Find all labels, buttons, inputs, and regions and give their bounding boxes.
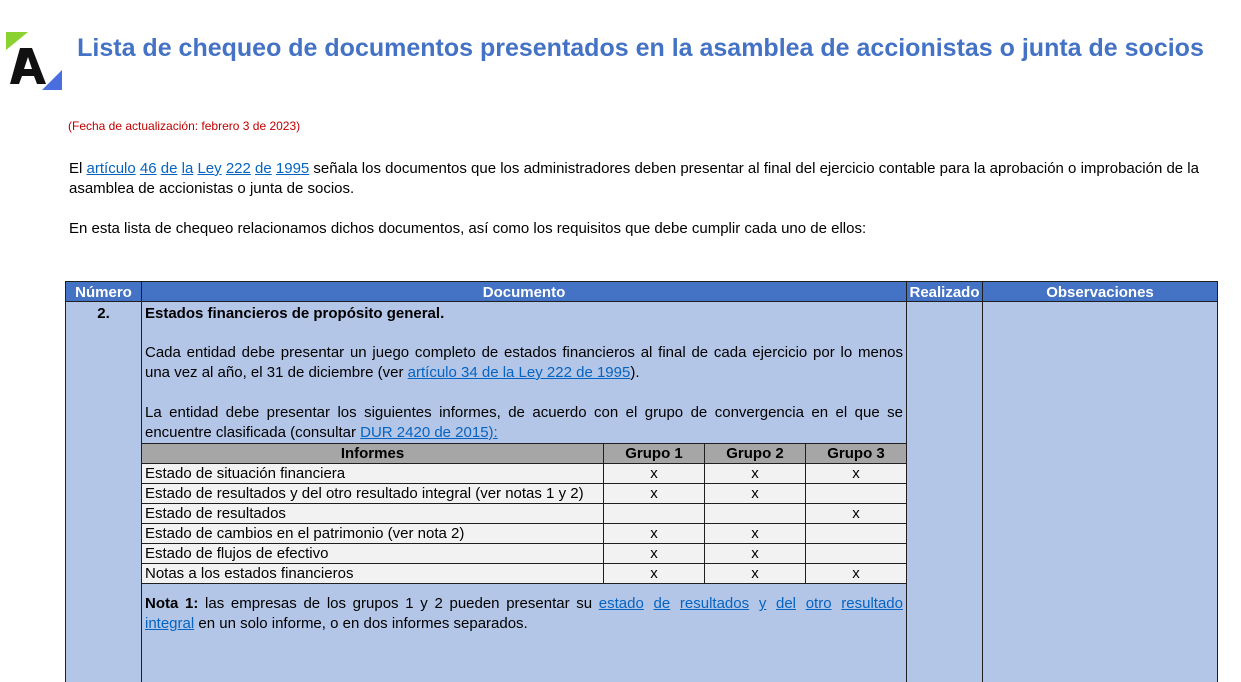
- link-articulo-34[interactable]: artículo 34 de la Ley 222 de 1995: [407, 364, 631, 381]
- header-observaciones: Observaciones: [983, 281, 1218, 302]
- intro-text-end: señala los documentos que los administradores deben presentar al final del ejercicio contable para la aprobación o improbación de la asamblea de accionistas o junta de socios.: [69, 160, 1199, 197]
- grupo-mark: [806, 484, 907, 504]
- link-estado-resultados-6[interactable]: resultado: [841, 595, 903, 612]
- document-para-1: [142, 343, 906, 383]
- para1-end: ).: [630, 364, 640, 381]
- grupo-mark: x: [705, 524, 806, 544]
- link-la[interactable]: la: [181, 160, 194, 177]
- header-numero: Número: [65, 281, 142, 302]
- informe-name: Estado de flujos de efectivo: [142, 544, 604, 564]
- intro-paragraph-2: En esta lista de chequeo relacionamos dichos documentos, así como los requisitos que debe cumplir cada uno de ellos:: [69, 220, 867, 237]
- informes-row: [142, 564, 907, 584]
- table-row: [65, 302, 1218, 682]
- note-1-label: Nota 1:: [145, 595, 199, 612]
- informes-row: [142, 504, 907, 524]
- note-1-end: en un solo informe, o en dos informes separados.: [194, 615, 528, 632]
- link-dur-2420[interactable]: DUR 2420 de 2015):: [360, 424, 498, 441]
- table-header: [65, 281, 1218, 302]
- informe-name: Notas a los estados financieros: [142, 564, 604, 584]
- grupo-mark: x: [705, 564, 806, 584]
- update-date: (Fecha de actualización: febrero 3 de 2023): [68, 119, 301, 133]
- grupo-mark: [806, 544, 907, 564]
- document-para-2: [142, 403, 906, 443]
- grupo-mark: x: [604, 564, 705, 584]
- logo-icon: [6, 32, 62, 92]
- note-1: [142, 584, 906, 634]
- grupo-mark: x: [806, 564, 907, 584]
- intro-paragraph: [69, 159, 1219, 199]
- informes-table: [141, 443, 907, 584]
- link-de-2[interactable]: de: [255, 160, 272, 177]
- grupo-mark: x: [806, 464, 907, 484]
- link-46[interactable]: 46: [139, 160, 157, 177]
- document-cell: [142, 302, 907, 682]
- grupo-mark: x: [705, 544, 806, 564]
- grupo-2-header: Grupo 2: [705, 444, 806, 464]
- informe-name: Estado de resultados: [142, 504, 604, 524]
- link-estado-resultados-4[interactable]: del: [776, 595, 797, 612]
- grupo-mark: [806, 524, 907, 544]
- link-estado-resultados-1[interactable]: de: [653, 595, 671, 612]
- header-documento: Documento: [142, 281, 907, 302]
- grupo-mark: x: [604, 484, 705, 504]
- informe-name: Estado de resultados y del otro resultado integral (ver notas 1 y 2): [142, 484, 604, 504]
- informe-name: Estado de situación financiera: [142, 464, 604, 484]
- link-estado-resultados-5[interactable]: otro: [805, 595, 832, 612]
- link-de[interactable]: de: [160, 160, 178, 177]
- link-1995[interactable]: 1995: [275, 160, 310, 177]
- para1-text: Cada entidad debe presentar un juego completo de estados financieros al final de cada ejercicio por lo menos una vez al año, el 31 de diciembre (ver: [145, 344, 903, 381]
- grupo-3-header: Grupo 3: [806, 444, 907, 464]
- link-estado-resultados-3[interactable]: y: [758, 595, 767, 612]
- link-articulo[interactable]: artículo: [86, 160, 136, 177]
- document-heading: Estados financieros de propósito general.: [145, 305, 445, 322]
- link-ley[interactable]: Ley: [197, 160, 222, 177]
- grupo-mark: x: [604, 464, 705, 484]
- link-estado-resultados-2[interactable]: resultados: [679, 595, 750, 612]
- grupo-1-header: Grupo 1: [604, 444, 705, 464]
- grupo-mark: x: [705, 484, 806, 504]
- link-estado-resultados-7[interactable]: integral: [145, 615, 195, 632]
- grupo-mark: [604, 504, 705, 524]
- row-number: 2.: [65, 302, 142, 682]
- informe-name: Estado de cambios en el patrimonio (ver nota 2): [142, 524, 604, 544]
- grupo-mark: [705, 504, 806, 524]
- informes-row: [142, 544, 907, 564]
- link-estado-resultados-0[interactable]: estado: [598, 595, 644, 612]
- grupo-mark: x: [705, 464, 806, 484]
- grupo-mark: x: [604, 544, 705, 564]
- grupo-mark: x: [604, 524, 705, 544]
- link-222[interactable]: 222: [225, 160, 251, 177]
- page-title: Lista de chequeo de documentos presentados en la asamblea de accionistas o junta de socios: [77, 34, 1204, 62]
- note-1-text: las empresas de los grupos 1 y 2 pueden presentar su: [198, 595, 599, 612]
- header-realizado: Realizado: [907, 281, 983, 302]
- informes-row: [142, 464, 907, 484]
- observaciones-cell[interactable]: [983, 302, 1218, 682]
- informes-body: [142, 464, 907, 584]
- realizado-cell[interactable]: [907, 302, 983, 682]
- informes-row: [142, 524, 907, 544]
- logo: [6, 32, 62, 92]
- informes-header: Informes: [142, 444, 604, 464]
- para2-text: La entidad debe presentar los siguientes informes, de acuerdo con el grupo de convergencia en el que se encuentre clasificada (consultar: [145, 404, 903, 441]
- intro-text: El: [69, 160, 87, 177]
- grupo-mark: x: [806, 504, 907, 524]
- checklist-table: [65, 281, 1218, 682]
- informes-row: [142, 484, 907, 504]
